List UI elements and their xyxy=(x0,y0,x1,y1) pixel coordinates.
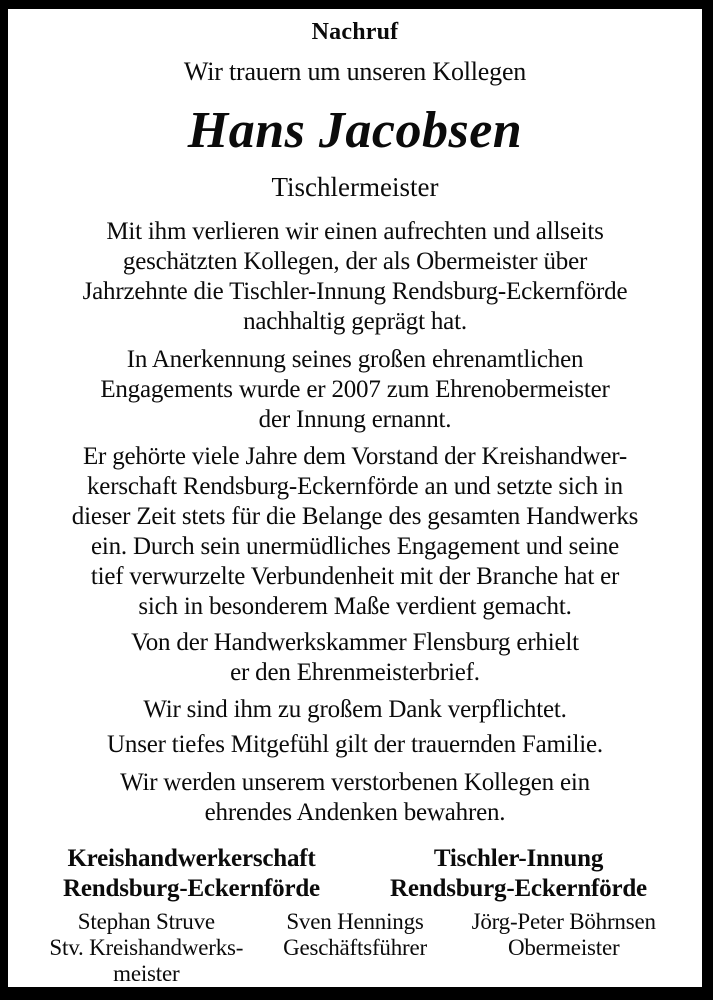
signer-name: Stephan Struve xyxy=(77,909,215,934)
paragraph-5 xyxy=(143,695,566,725)
paragraph-line: Von der Handwerkskammer Flensburg erhielt xyxy=(131,629,579,656)
organization-kreishandwerkerschaft xyxy=(28,844,355,904)
signer-sven-hennings xyxy=(251,909,460,987)
intro-line: Wir trauern um unseren Kollegen xyxy=(183,57,527,86)
notice-kicker: Nachruf xyxy=(311,19,399,45)
signer-joerg-peter-boehrnsen xyxy=(459,909,668,987)
paragraph-line: Jahrzehnte die Tischler-Innung Rendsburg-Eckernförde xyxy=(82,278,628,305)
organization-name-line: Kreishandwerkerschaft xyxy=(67,845,316,872)
organization-tischler-innung xyxy=(355,844,682,904)
paragraph-line: er den Ehrenmeisterbrief. xyxy=(230,659,480,686)
deceased-name: Hans Jacobsen xyxy=(187,102,523,159)
paragraph-line: Engagements wurde er 2007 zum Ehrenobermeister xyxy=(100,376,610,403)
signer-title-line: meister xyxy=(113,961,180,986)
paragraph-line: geschätzten Kollegen, der als Obermeister über xyxy=(122,248,588,275)
paragraph-line: der Innung ernannt. xyxy=(258,406,452,433)
organizations-row xyxy=(28,844,682,904)
paragraph-line: Mit ihm verlieren wir einen aufrechten und allseits xyxy=(106,218,604,245)
paragraph-line: ein. Durch sein unermüdliches Engagement und seine xyxy=(90,533,620,560)
paragraph-line: Wir werden unserem verstorbenen Kollegen ein xyxy=(120,769,590,796)
paragraph-line: Wir sind ihm zu großem Dank verpflichtet. xyxy=(143,696,567,723)
deceased-profession: Tischlermeister xyxy=(271,172,439,202)
paragraph-line: dieser Zeit stets für die Belange des gesamten Handwerks xyxy=(71,503,639,530)
paragraph-line: In Anerkennung seines großen ehrenamtlichen xyxy=(126,346,584,373)
organization-name-line: Rendsburg-Eckernförde xyxy=(63,875,320,902)
paragraph-line: tief verwurzelte Verbundenheit mit der Branche hat er xyxy=(90,563,620,590)
paragraph-2 xyxy=(100,345,609,435)
signer-title-line: Stv. Kreishandwerks- xyxy=(49,935,244,960)
paragraph-line: ehrendes Andenken bewahren. xyxy=(204,799,506,826)
signer-name: Jörg-Peter Böhrnsen xyxy=(471,909,656,934)
paragraph-1 xyxy=(83,217,628,337)
signers-row xyxy=(28,909,682,987)
signer-title-line: Obermeister xyxy=(507,935,620,960)
paragraph-line: kerschaft Rendsburg-Eckernförde an und setzte sich in xyxy=(87,473,623,500)
signer-stephan-struve xyxy=(42,909,251,987)
paragraph-line: nachhaltig geprägt hat. xyxy=(243,308,467,335)
paragraph-line: Unser tiefes Mitgefühl gilt der trauernden Familie. xyxy=(107,731,603,758)
paragraph-3 xyxy=(72,442,638,622)
obituary-notice xyxy=(8,9,702,987)
paragraph-7 xyxy=(120,768,590,828)
paragraph-4 xyxy=(131,628,579,688)
paragraph-6 xyxy=(107,730,603,760)
paragraph-line: sich in besonderem Maße verdient gemacht. xyxy=(138,593,572,620)
signer-title-line: Geschäftsführer xyxy=(283,935,427,960)
paragraph-line: Er gehörte viele Jahre dem Vorstand der Kreishandwer- xyxy=(82,443,627,470)
organization-name-line: Rendsburg-Eckernförde xyxy=(390,875,647,902)
organization-name-line: Tischler-Innung xyxy=(433,845,604,872)
signer-name: Sven Hennings xyxy=(286,909,424,934)
